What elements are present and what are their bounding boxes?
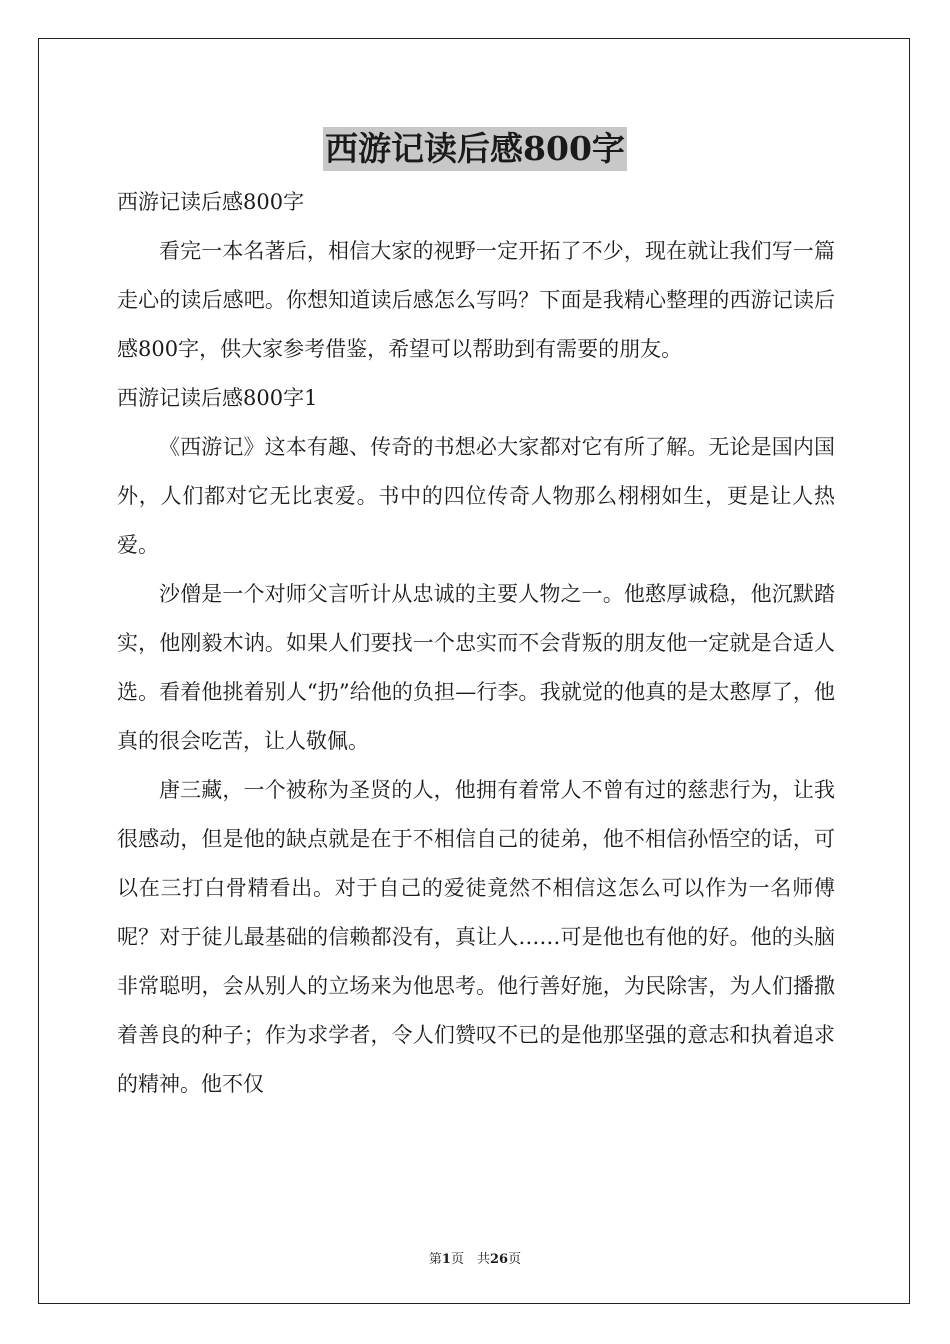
footer-page-prefix: 第	[428, 1252, 442, 1267]
paragraph: 西游记读后感800字1	[117, 386, 318, 410]
footer-page-suffix: 页	[508, 1252, 522, 1267]
paragraph: 看完一本名著后，相信大家的视野一定开拓了不少，现在就让我们写一篇走心的读后感吧。你想知道读后感怎么写吗？下面是我精心整理的西游记读后感800字，供大家参考借鉴，希望可以帮助到有需要的朋友。	[117, 239, 835, 361]
footer-page-mid: 页 共	[450, 1252, 490, 1267]
paragraph: 《西游记》这本有趣、传奇的书想必大家都对它有所了解。无论是国内国外，人们都对它无比衷爱。书中的四位传奇人物那么栩栩如生，更是让人热爱。	[117, 435, 835, 557]
document-body	[117, 178, 835, 1109]
document-title: 西游记读后感800字	[323, 127, 627, 171]
footer-page-total: 26	[489, 1252, 509, 1267]
paragraph: 西游记读后感800字	[117, 190, 305, 214]
paragraph: 沙僧是一个对师父言听计从忠诚的主要人物之一。他憨厚诚稳，他沉默踏实，他刚毅木讷。如果人们要找一个忠实而不会背叛的朋友他一定就是合适人选。看着他挑着别人“扔”给他的负担—行李。我就觉的他真的是太憨厚了，他真的很会吃苦，让人敬佩。	[117, 582, 835, 753]
footer-page-current: 1	[441, 1252, 451, 1267]
paragraph: 唐三藏，一个被称为圣贤的人，他拥有着常人不曾有过的慈悲行为，让我很感动，但是他的缺点就是在于不相信自己的徒弟，他不相信孙悟空的话，可以在三打白骨精看出。对于自己的爱徒竟然不相信这怎么可以作为一名师傅呢？对于徒儿最基础的信赖都没有，真让人……可是他也有他的好。他的头脑非常聪明，会从别人的立场来为他思考。他行善好施，为民除害，为人们播撒着善良的种子；作为求学者，令人们赞叹不已的是他那坚强的意志和执着追求的精神。他不仅	[117, 778, 835, 1096]
title-container	[0, 127, 950, 171]
page-footer	[0, 1248, 950, 1267]
